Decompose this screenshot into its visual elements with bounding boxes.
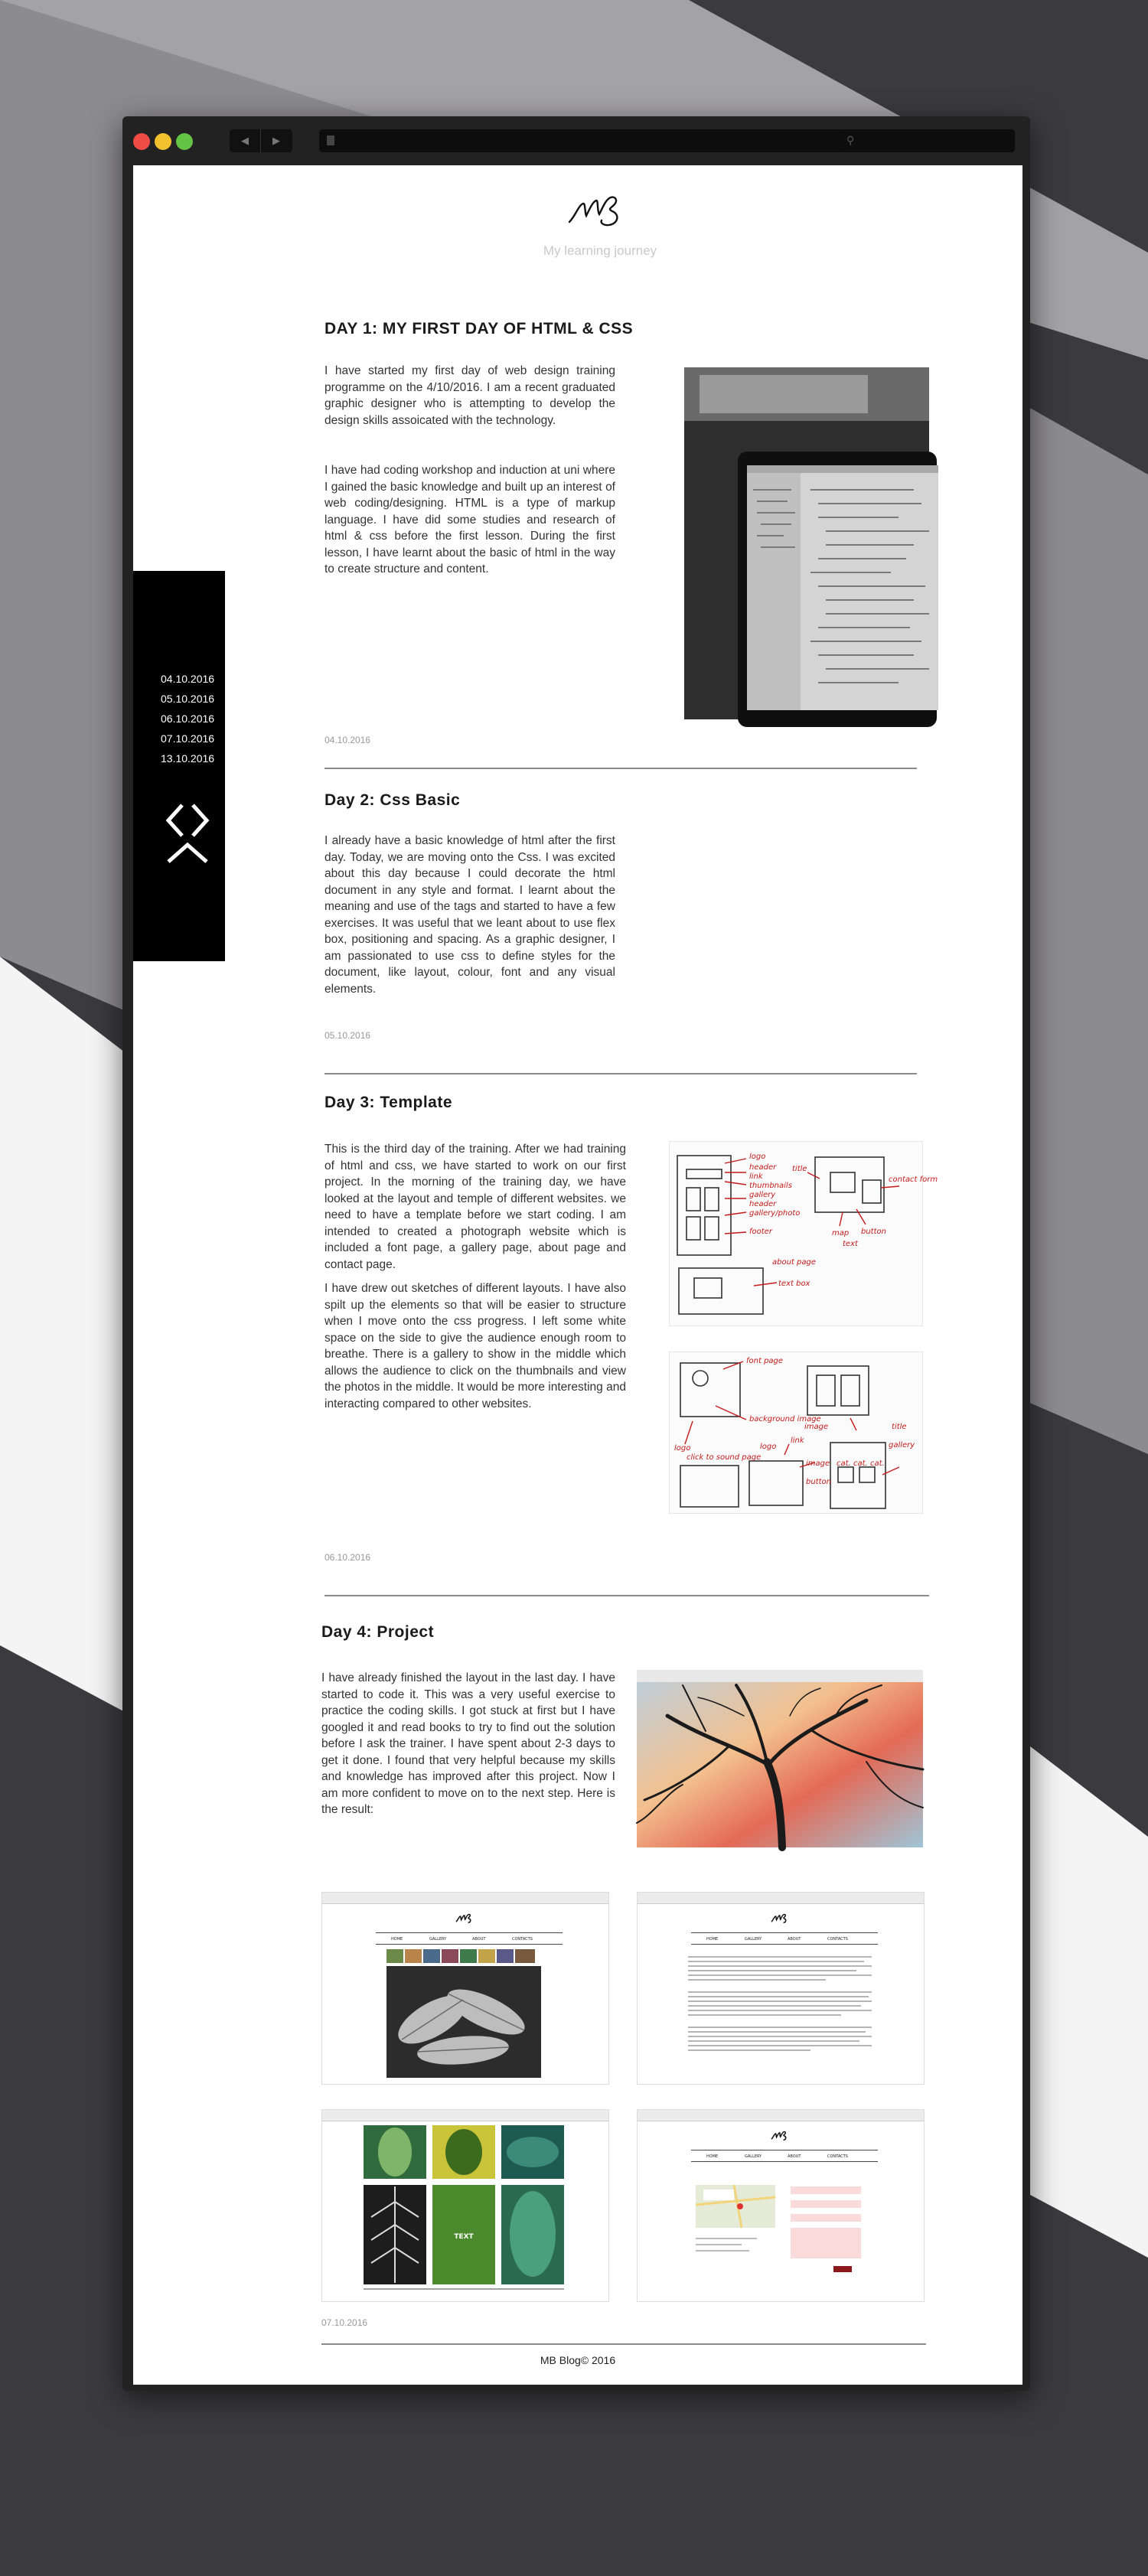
svg-text:ABOUT: ABOUT xyxy=(472,1937,486,1942)
maximize-window-button[interactable] xyxy=(176,133,193,150)
browser-window xyxy=(122,116,1030,2391)
svg-text:GALLERY: GALLERY xyxy=(745,1937,762,1942)
sketch-1-label: logo xyxy=(749,1153,766,1161)
svg-text:GALLERY: GALLERY xyxy=(429,1937,447,1942)
page-icon xyxy=(327,135,334,145)
svg-text:HOME: HOME xyxy=(706,2154,719,2159)
sketch-1-label: contact form xyxy=(889,1176,938,1184)
thumb-browser-bar xyxy=(638,1893,924,1904)
svg-text:CONTACTS: CONTACTS xyxy=(512,1937,533,1942)
sketch-2-label: font page xyxy=(746,1357,784,1365)
day-4-result-tree-photo xyxy=(637,1670,923,1847)
close-window-button[interactable] xyxy=(133,133,150,150)
thumb-nav xyxy=(376,1932,563,1945)
sketch-2-label: logo xyxy=(760,1443,777,1451)
sketch-1-label: footer xyxy=(749,1228,772,1236)
svg-text:ABOUT: ABOUT xyxy=(788,2154,801,2159)
day-2-paragraph: I already have a basic knowledge of html after the first day. Today, we are moving onto the Css. I was excited about this day because I could decorate the html document in any style and format. I learnt about the meaning and use of the tags and started to have a few exercises. It was useful that we leant about to use flex box, positioning and spacing. As a graphic designer, I am passionated to use css to define styles for the document, like layout, colour, font and any visual elements. xyxy=(325,834,615,996)
thumb-filmstrip xyxy=(386,1949,535,1963)
thumb-body-text xyxy=(688,1954,872,2076)
day-3-date: 06.10.2016 xyxy=(325,1552,371,1563)
date-link[interactable]: 13.10.2016 xyxy=(161,752,215,765)
section-divider xyxy=(325,1595,929,1596)
section-divider xyxy=(325,1073,917,1074)
thumb-logo-icon xyxy=(454,1911,477,1926)
day-3-paragraph: I have drew out sketches of different layouts. I have also spilt up the elements so that will be easier to structure when I move onto the css progress. I left some white space on the side to give the audience enough room to breathe. There is a gallery to show in the middle which allows the audience to click on the thumbnails and view the photos in the middle. It would be more interesting and interacting compared to other websites. xyxy=(325,1282,626,1410)
sketch-2-label: button xyxy=(806,1478,831,1486)
svg-text:ABOUT: ABOUT xyxy=(788,1937,801,1942)
sketch-2-label: gallery xyxy=(889,1441,915,1449)
day-4-screenshot-contact xyxy=(637,2109,925,2302)
day-1-paragraph: I have started my first day of web design training programme on the 4/10/2016. I am a recent graduated graphic designer who is attempting to develop the design skills assoicated with the technology. xyxy=(325,364,615,427)
day-3-sketch-layouts xyxy=(669,1141,938,1326)
sketch-2-label: image xyxy=(804,1423,829,1431)
day-2-title: Day 2: Css Basic xyxy=(325,791,461,809)
thumb-browser-bar xyxy=(638,2110,924,2121)
sketch-2-label: background image xyxy=(749,1415,821,1423)
site-footer: MB Blog© 2016 xyxy=(540,2354,616,2366)
svg-text:CONTACTS: CONTACTS xyxy=(827,2154,848,2159)
day-4-date: 07.10.2016 xyxy=(321,2317,368,2328)
day-4-screenshot-home xyxy=(321,1892,609,2085)
thumb-contact-layout xyxy=(696,2174,872,2289)
date-side-panel xyxy=(133,571,225,961)
date-link[interactable]: 04.10.2016 xyxy=(161,673,215,685)
sketch-1-label: text xyxy=(843,1240,858,1248)
day-3-paragraph: This is the third day of the training. After we had training of html and css, we have started to work on our first project. In the morning of the training day, we have looked at the layout and temple of different websites. we need to have a template before we start coding. I am intended to created a photograph website which is included a font page, a gallery page, about page and contact page. xyxy=(325,1143,626,1271)
sketch-2-label: cat. xyxy=(870,1459,885,1468)
sketch-2-label: title xyxy=(892,1423,907,1431)
day-3-sketch-pages xyxy=(669,1352,923,1514)
thumb-logo-icon xyxy=(769,1911,792,1926)
sketch-2-label: click to sound page xyxy=(687,1453,762,1462)
svg-text:GALLERY: GALLERY xyxy=(745,2154,762,2159)
thumb-browser-bar xyxy=(322,1893,608,1904)
browser-search-field[interactable] xyxy=(839,129,1015,152)
sketch-1-label: header xyxy=(749,1163,777,1172)
browser-toolbar xyxy=(122,116,1030,162)
forward-button[interactable]: ▶ xyxy=(272,135,280,146)
svg-text:HOME: HOME xyxy=(391,1937,403,1942)
sketch-2-label: cat. xyxy=(853,1459,868,1468)
sketch-1-label: header xyxy=(749,1200,777,1208)
date-link[interactable]: 05.10.2016 xyxy=(161,693,215,705)
sketch-1-label: link xyxy=(749,1172,763,1181)
minimize-window-button[interactable] xyxy=(155,133,171,150)
sketch-1-label: thumbnails xyxy=(749,1182,792,1190)
thumb-hero-leaf xyxy=(386,1966,541,2078)
day-4-paragraph: I have already finished the layout in the last day. I have started to code it. This was a very useful exercise to practice the coding skills. I got stuck at first but I have googled it and read books to try to find out the solution before I ask the trainer. I have spent about 2-3 days to get it done. I found that very helpful because my skills and knowledge has improved after this project. Now I am more confident to move on to the next step. Here is the result: xyxy=(321,1671,615,1816)
section-divider xyxy=(321,2343,926,2345)
day-1-title: DAY 1: MY FIRST DAY OF HTML & CSS xyxy=(325,320,634,337)
back-button[interactable]: ◀ xyxy=(230,129,261,152)
web-page xyxy=(133,165,1022,2385)
sketch-1-label: button xyxy=(861,1228,886,1236)
sketch-1-label: text box xyxy=(778,1280,810,1288)
day-1-date: 04.10.2016 xyxy=(325,735,371,745)
site-tagline: My learning journey xyxy=(543,243,657,258)
sketch-2-label: link xyxy=(791,1436,804,1445)
date-list xyxy=(161,669,214,768)
day-1-paragraph: I have had coding workshop and induction at uni where I gained the basic knowledge and built up an interest of web coding/designing. HTML is a type of markup language. I have did some studies and research of html & css before the first lesson. During the first lesson, I have learnt about the basic of html in the way to create structure and content. xyxy=(325,464,615,576)
thumb-nav xyxy=(691,1932,878,1945)
section-divider xyxy=(325,768,917,769)
sketch-1-label: gallery xyxy=(749,1191,776,1199)
search-icon: ⚲ xyxy=(846,134,855,146)
date-link[interactable]: 06.10.2016 xyxy=(161,712,215,725)
day-4-title: Day 4: Project xyxy=(321,1623,435,1641)
svg-text:HOME: HOME xyxy=(706,1937,719,1942)
thumb-gallery-grid xyxy=(364,2125,564,2297)
sketch-1-label: title xyxy=(792,1165,807,1173)
day-2-date: 05.10.2016 xyxy=(325,1030,371,1041)
thumb-browser-bar xyxy=(322,2110,608,2121)
sketch-1-label: gallery/photo xyxy=(749,1209,801,1218)
day-3-title: Day 3: Template xyxy=(325,1094,452,1111)
sketch-2-label: image xyxy=(806,1459,830,1468)
thumb-gallery-caption: TEXT xyxy=(454,2233,474,2241)
day-4-screenshot-about xyxy=(637,1892,925,2085)
thumb-nav xyxy=(691,2150,878,2162)
day-1-photo-code-editor xyxy=(684,367,929,719)
thumb-logo-icon xyxy=(769,2128,792,2144)
svg-text:CONTACTS: CONTACTS xyxy=(827,1937,848,1942)
sketch-1-label: map xyxy=(832,1229,850,1237)
sketch-2-label: cat. xyxy=(837,1459,851,1468)
history-nav xyxy=(230,129,292,152)
site-logo[interactable] xyxy=(562,188,638,234)
day-4-screenshot-gallery xyxy=(321,2109,609,2302)
sketch-1-label: about page xyxy=(772,1258,817,1267)
prev-next-arrows-icon[interactable] xyxy=(161,801,214,869)
date-link[interactable]: 07.10.2016 xyxy=(161,732,215,745)
sketch-2-label: logo xyxy=(674,1444,691,1453)
